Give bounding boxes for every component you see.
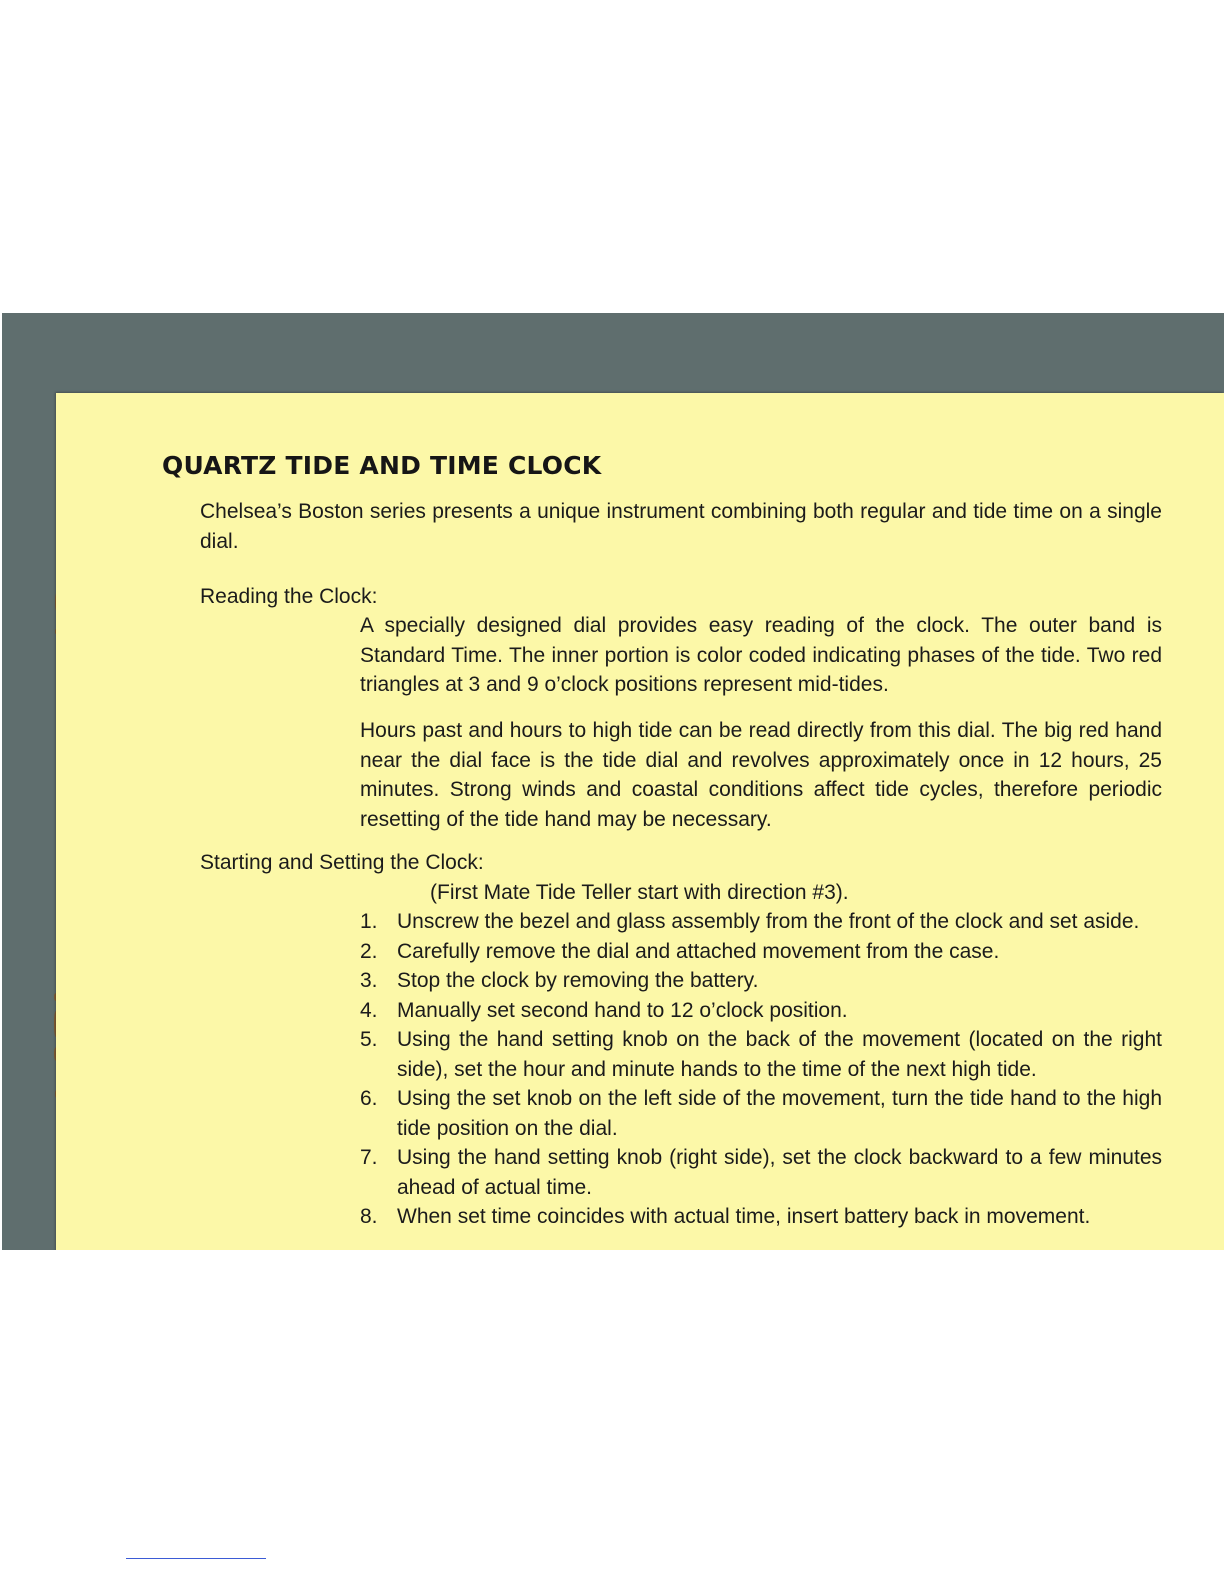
setup-step — [360, 996, 1162, 1026]
starting-section-heading: Starting and Setting the Clock: — [200, 851, 484, 874]
setup-step — [360, 966, 1162, 996]
step-text: Unscrew the bezel and glass assembly from the front of the clock and set aside. — [397, 910, 1140, 933]
step-number: 7. — [360, 1146, 378, 1169]
scan-background — [2, 313, 1224, 1250]
step-number: 3. — [360, 969, 378, 992]
setup-step — [360, 1202, 1162, 1232]
footer-rule — [126, 1558, 266, 1559]
setup-step — [360, 1025, 1162, 1084]
setup-note: (First Mate Tide Teller start with direction #3). — [430, 881, 849, 904]
step-text: Carefully remove the dial and attached movement from the case. — [397, 939, 1000, 963]
step-text: Using the hand setting knob (right side), set the clock backward to a few minutes ahead of actual time. — [397, 1146, 1162, 1199]
step-number: 8. — [360, 1205, 378, 1228]
reading-section-heading: Reading the Clock: — [200, 585, 378, 608]
setup-steps-list — [360, 907, 1162, 1232]
step-number: 6. — [360, 1087, 378, 1110]
intro-paragraph: Chelsea’s Boston series presents a unique instrument combining both regular and tide time on a single dial. — [200, 500, 1162, 553]
reading-paragraph: A specially designed dial provides easy reading of the clock. The outer band is Standard Time. The inner portion is color coded indicating phases of the tide. Two red triangles at 3 and 9 o’clock positions represent mid-tides. — [360, 614, 1162, 696]
step-number: 2. — [360, 939, 378, 963]
setup-step — [360, 1084, 1162, 1143]
step-number: 5. — [360, 1028, 378, 1051]
step-text: Using the hand setting knob on the back of the movement (located on the right side), set the hour and minute hands to the time of the next high tide. — [397, 1028, 1162, 1081]
step-text: Stop the clock by removing the battery. — [397, 969, 759, 992]
setup-step — [360, 937, 1162, 967]
setup-step — [360, 907, 1162, 937]
document-page — [56, 393, 1224, 1250]
step-text: Using the set knob on the left side of the movement, turn the tide hand to the high tide position on the dial. — [397, 1087, 1162, 1140]
step-number: 1. — [360, 910, 378, 933]
step-number: 4. — [360, 998, 378, 1022]
step-text: Manually set second hand to 12 o’clock position. — [397, 998, 848, 1022]
reading-paragraph: Hours past and hours to high tide can be read directly from this dial. The big red hand near the dial face is the tide dial and revolves approximately once in 12 hours, 25 minutes. Strong winds and coastal conditions affect tide cycles, therefore periodic resetting of the tide hand may be necessary. — [360, 719, 1162, 831]
page-title: QUARTZ TIDE AND TIME CLOCK — [162, 451, 602, 480]
setup-step — [360, 1143, 1162, 1202]
step-text: When set time coincides with actual time, insert battery back in movement. — [397, 1205, 1091, 1228]
